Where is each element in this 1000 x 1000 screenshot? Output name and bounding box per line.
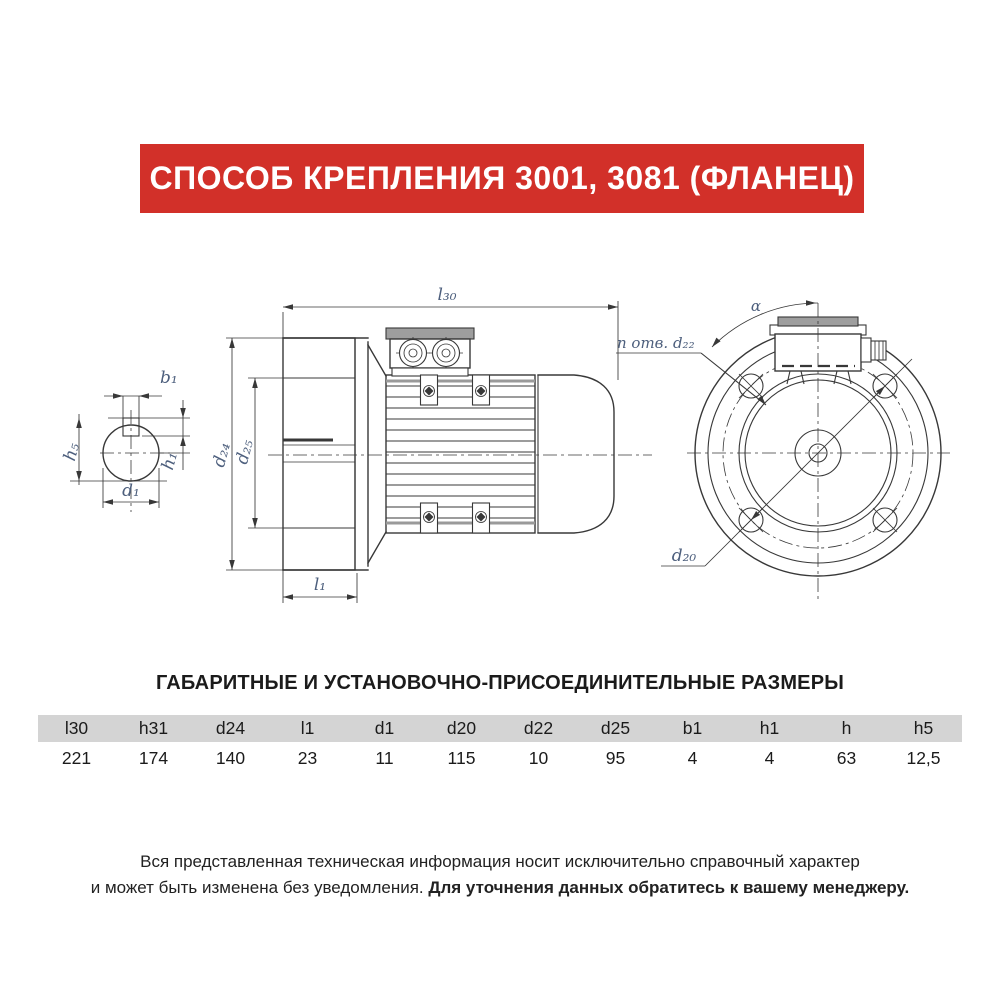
table-value-cell: 174 bbox=[138, 748, 169, 768]
table-value-cell: 11 bbox=[375, 748, 394, 768]
flange-front-view bbox=[616, 297, 950, 600]
table-header-cell: h31 bbox=[138, 718, 169, 738]
table-value-cell: 12,5 bbox=[906, 748, 941, 768]
section-heading: ГАБАРИТНЫЕ И УСТАНОВОЧНО-ПРИСОЕДИНИТЕЛЬНЫЕ РАЗМЕРЫ bbox=[155, 672, 845, 694]
table-header-cell: h5 bbox=[913, 718, 934, 738]
table-header-row bbox=[38, 715, 962, 742]
bolt-hole-icon bbox=[873, 374, 897, 398]
dim-label-n-holes-d22: n отв. d₂₂ bbox=[617, 334, 695, 352]
table-value-cell: 23 bbox=[297, 748, 318, 768]
dim-label-d20: d₂₀ bbox=[671, 546, 697, 566]
table-header-cell: d25 bbox=[600, 718, 631, 738]
bolt-hole-icon bbox=[873, 508, 897, 532]
table-header-cell: d24 bbox=[215, 718, 246, 738]
dim-label-l1: l₁ bbox=[313, 575, 327, 595]
motor-side-view bbox=[209, 285, 652, 603]
dim-label-b1: b₁ bbox=[160, 368, 178, 388]
bolt-hole-icon bbox=[739, 508, 763, 532]
dimensions-table bbox=[38, 715, 962, 775]
dim-label-d25: d₂₅ bbox=[232, 437, 258, 467]
table-header-cell: d20 bbox=[446, 718, 477, 738]
table-value-cell: 63 bbox=[836, 748, 857, 768]
disclaimer bbox=[0, 849, 1000, 901]
page-title: СПОСОБ КРЕПЛЕНИЯ 3001, 3081 (ФЛАНЕЦ) bbox=[149, 160, 855, 196]
table-header-cell: d22 bbox=[523, 718, 554, 738]
dim-label-d1: d₁ bbox=[122, 481, 140, 501]
dim-label-h5: h₅ bbox=[60, 440, 84, 464]
table-header-cell: h bbox=[841, 718, 852, 738]
table-header-cell: l1 bbox=[300, 718, 315, 738]
screw-icon bbox=[421, 375, 438, 405]
disclaimer-line1: Вся представленная техническая информация носит исключительно справочный характер bbox=[140, 852, 860, 871]
screw-icon bbox=[473, 375, 490, 405]
table-value-cell: 221 bbox=[61, 748, 92, 768]
table-header-cell: b1 bbox=[682, 718, 703, 738]
dim-label-d24: d₂₄ bbox=[209, 440, 235, 470]
shaft-section-view bbox=[60, 368, 190, 512]
table-header-cell: h1 bbox=[759, 718, 780, 738]
table-value-cell: 95 bbox=[605, 748, 626, 768]
table-value-cell: 115 bbox=[447, 748, 476, 768]
table-header-cell: l30 bbox=[64, 718, 89, 738]
screw-icon bbox=[421, 503, 438, 533]
dim-label-l30: l₃₀ bbox=[437, 285, 457, 305]
table-value-cell: 4 bbox=[687, 748, 698, 768]
table-value-cell: 4 bbox=[764, 748, 775, 768]
table-value-cell: 140 bbox=[215, 748, 246, 768]
table-value-cell: 10 bbox=[528, 748, 549, 768]
table-header-cell: d1 bbox=[374, 718, 395, 738]
disclaimer-line2: и может быть изменена без уведомления. Для уточнения данных обратитесь к вашему менеджеру. bbox=[90, 878, 910, 897]
table-value-row bbox=[38, 742, 962, 775]
dim-label-alpha: α bbox=[750, 297, 762, 315]
screw-icon bbox=[473, 503, 490, 533]
dim-label-h1: h₁ bbox=[158, 449, 182, 473]
